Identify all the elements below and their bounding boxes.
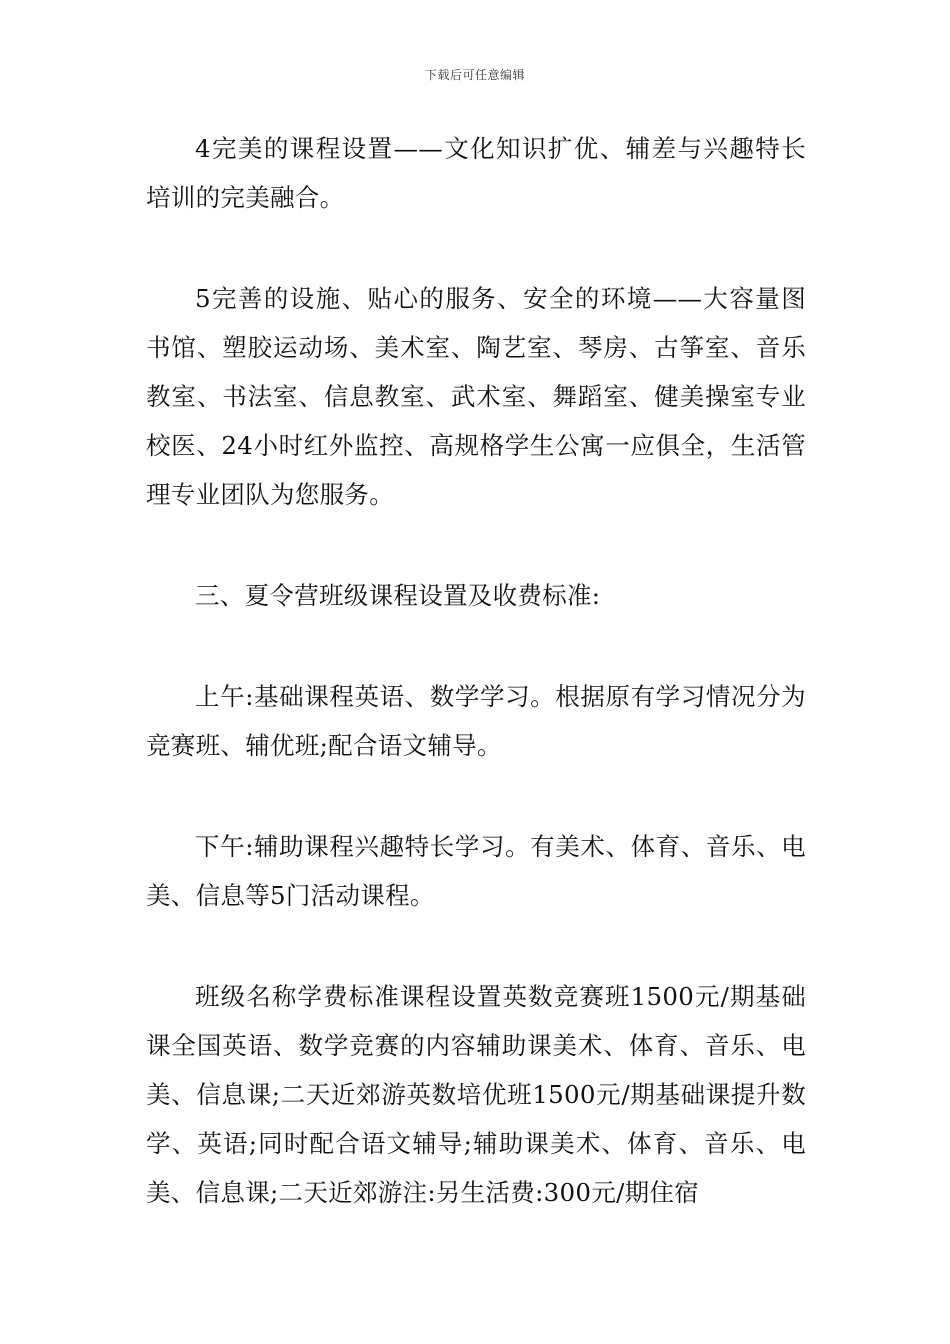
header-note: 下载后可任意编辑 (424, 68, 525, 82)
section-heading-courses-fees: 三、夏令营班级课程设置及收费标准: (195, 581, 601, 610)
paragraph-morning: 上午:基础课程英语、数学学习。根据原有学习情况分为竞赛班、辅优班;配合语文辅导。 (146, 682, 806, 760)
paragraph-curriculum: 4完美的课程设置——文化知识扩优、辅差与兴趣特长培训的完美融合。 (146, 134, 806, 212)
paragraph-afternoon: 下午:辅助课程兴趣特长学习。有美术、体育、音乐、电美、信息等5门活动课程。 (146, 832, 806, 910)
document-body (146, 124, 806, 1217)
paragraph-facilities: 5完善的设施、贴心的服务、安全的环境——大容量图书馆、塑胶运动场、美术室、陶艺室、琴房、古筝室、音乐教室、书法室、信息教室、武术室、舞蹈室、健美操室专业校医、24小时红外监控、高规格学生公寓一应俱全，生活管理专业团队为您服务。 (146, 284, 806, 509)
paragraph-class-fees: 班级名称学费标准课程设置英数竞赛班1500元/期基础课全国英语、数学竞赛的内容辅助课美术、体育、音乐、电美、信息课;二天近郊游英数培优班1500元/期基础课提升数学、英语;同时配合语文辅导;辅助课美术、体育、音乐、电美、信息课;二天近郊游注:另生活费:300元/期住宿 (146, 982, 806, 1207)
